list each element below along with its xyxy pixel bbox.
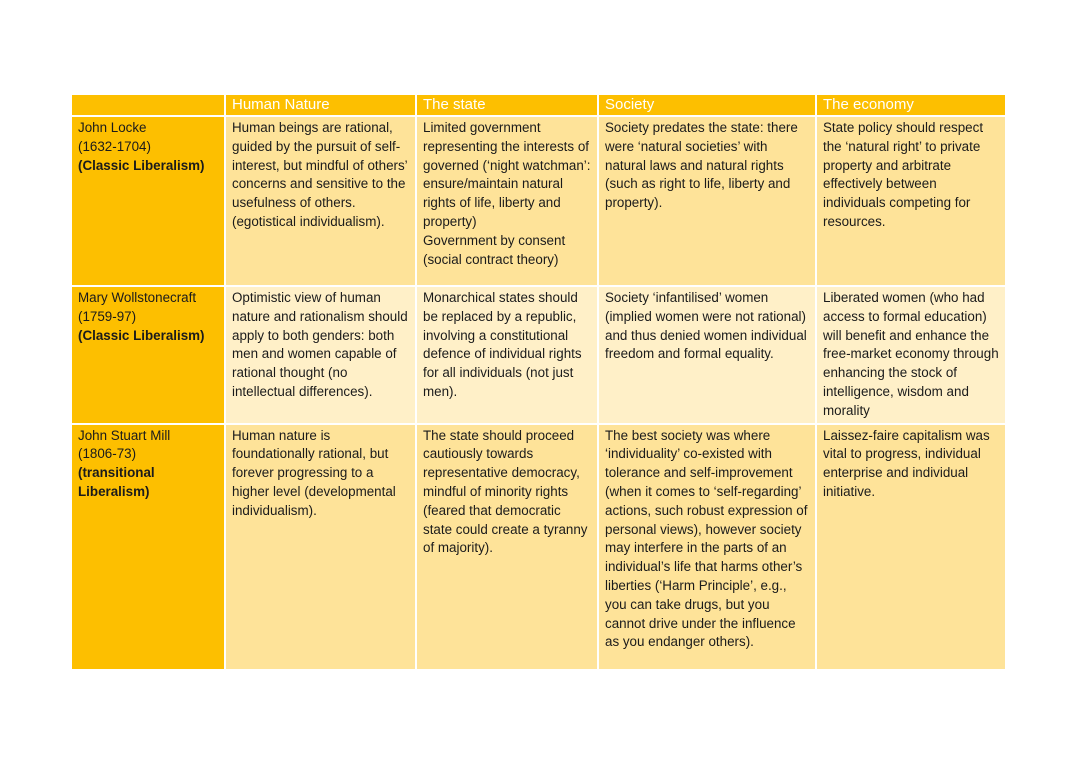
thinker-dates: (1632-1704) [78, 138, 151, 154]
header-society: Society [598, 94, 816, 116]
cell-locke-society: Society predates the state: there were ‘natural societies’ with natural laws and natural rights (such as right to life, liberty and property). [598, 116, 816, 286]
thinker-dates: (1759-97) [78, 308, 137, 324]
header-the-state: The state [416, 94, 598, 116]
row-header-john-stuart-mill [71, 424, 225, 670]
cell-wollstonecraft-society: Society ‘infantilised’ women (implied women were not rational) and thus denied women individual freedom and formal equality. [598, 286, 816, 424]
header-row [71, 94, 1006, 116]
thinker-tradition: (Classic Liberalism) [78, 327, 205, 343]
cell-paragraph: Monarchical states should be replaced by a republic, involving a constitutional defence of individual rights for all individuals (not just men). [423, 290, 582, 399]
cell-paragraph: Government by consent (social contract theory) [423, 232, 566, 267]
cell-mill-human-nature: Human nature is foundationally rational, but forever progressing to a higher level (developmental individualism). [225, 424, 416, 670]
cell-locke-state [416, 116, 598, 286]
table-row-mary-wollstonecraft [71, 286, 1006, 424]
cell-paragraph: The state should proceed cautiously towards representative democracy, mindful of minority rights (feared that democratic state could create a tyranny of majority). [423, 427, 588, 556]
thinker-tradition: (transitional Liberalism) [78, 465, 155, 499]
cell-mill-state [416, 424, 598, 670]
cell-locke-human-nature: Human beings are rational, guided by the pursuit of self-interest, but mindful of others’ concerns and sensitive to the usefulness of others. (egotistical individualism). [225, 116, 416, 286]
header-corner-cell [71, 94, 225, 116]
cell-mill-society: The best society was where ‘individuality’ co-existed with tolerance and self-improvement (when it comes to ‘self-regarding’ actions, such robust expression of personal views), however society may interfere in the parts of an individual’s life that harms other’s liberties (‘Harm Principle’, e.g., you can take drugs, but you cannot drive under the influence as you endanger others). [598, 424, 816, 670]
table-row-john-stuart-mill [71, 424, 1006, 670]
thinker-name: John Locke [78, 120, 147, 135]
thinker-dates: (1806-73) [78, 446, 137, 462]
thinkers-comparison-table [70, 93, 1007, 671]
cell-mill-economy: Laissez-faire capitalism was vital to progress, individual enterprise and individual initiative. [816, 424, 1006, 670]
header-the-economy: The economy [816, 94, 1006, 116]
cell-wollstonecraft-human-nature: Optimistic view of human nature and rationalism should apply to both genders: both men and women capable of rational thought (no intellectual differences). [225, 286, 416, 424]
cell-wollstonecraft-economy: Liberated women (who had access to formal education) will benefit and enhance the free-market economy through enhancing the stock of intelligence, wisdom and morality [816, 286, 1006, 424]
thinker-tradition: (Classic Liberalism) [78, 157, 205, 173]
header-human-nature: Human Nature [225, 94, 416, 116]
row-header-john-locke [71, 116, 225, 286]
liberalism-comparison-sheet [70, 93, 1005, 671]
thinker-name: John Stuart Mill [78, 427, 171, 443]
thinker-name: Mary Wollstonecraft [78, 290, 197, 305]
row-header-mary-wollstonecraft [71, 286, 225, 424]
cell-wollstonecraft-state [416, 286, 598, 424]
cell-paragraph: Limited government representing the interests of governed (‘night watchman’: ensure/maintain natural rights of life, liberty and property) [423, 120, 591, 229]
table-row-john-locke [71, 116, 1006, 286]
cell-locke-economy: State policy should respect the ‘natural right’ to private property and arbitrate effectively between individuals competing for resources. [816, 116, 1006, 286]
